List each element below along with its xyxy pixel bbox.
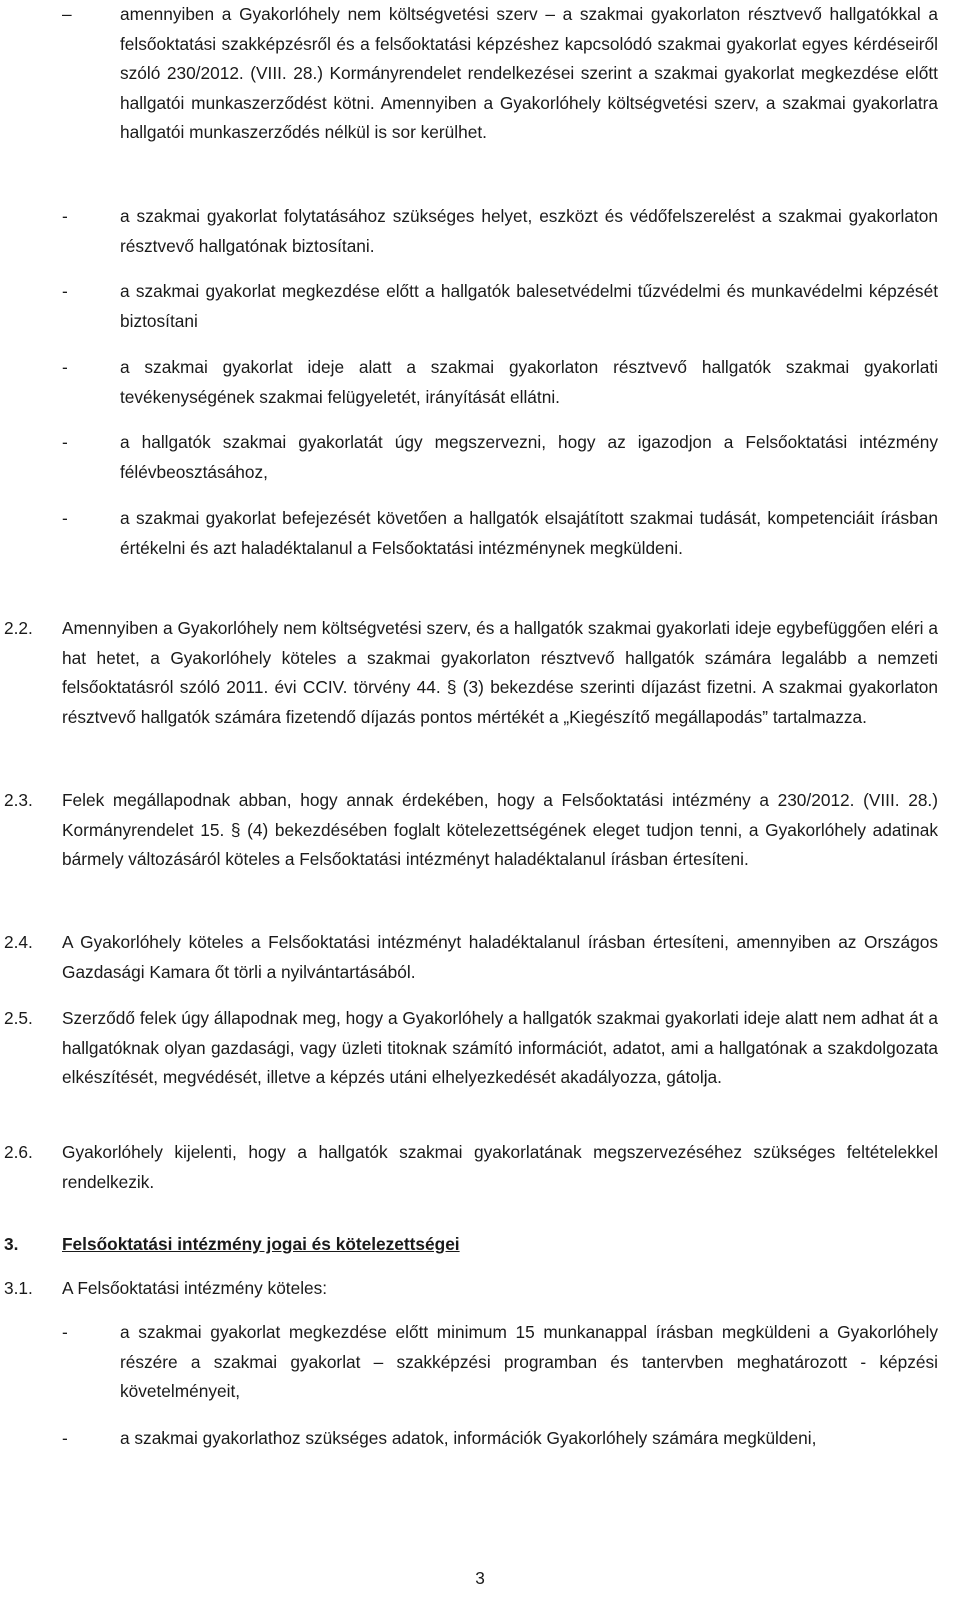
- bullet-marker: -: [62, 206, 68, 226]
- bullet-text: a szakmai gyakorlat megkezdése előtt minimum 15 munkanappal írásban megküldeni a Gyakorlóhely részére a szakmai gyakorlat – szakképzési programban és tantervben meghatározott - képzési követelményeit,: [120, 1322, 938, 1402]
- page-number: 3: [475, 1568, 485, 1588]
- bullet-text: a szakmai gyakorlat megkezdése előtt a hallgatók balesetvédelmi tűzvédelmi és munkavédelmi képzését biztosítani: [120, 281, 938, 331]
- bullet-text: a szakmai gyakorlat ideje alatt a szakmai gyakorlaton résztvevő hallgatók szakmai gyakorlati tevékenységének szakmai felügyeletét, irányítását ellátni.: [120, 357, 938, 407]
- bullet-marker: –: [62, 4, 72, 24]
- bullet-text: amennyiben a Gyakorlóhely nem költségvetési szerv – a szakmai gyakorlaton résztvevő hallgatókkal a felsőoktatási szakképzésről és a felsőoktatási képzéshez kapcsolódó szakmai gyakorlat egyes kérdéseiről szóló 230/2012. (VIII. 28.) Kormányrendelet rendelkezései szerint a szakmai gyakorlat megkezdése előtt hallgatói munkaszerződést kötni. Amennyiben a Gyakorlóhely költségvetési szerv, a szakmai gyakorlatra hallgatói munkaszerződés nélkül is sor kerülhet.: [120, 4, 938, 143]
- section-number: 2.5.: [4, 1008, 33, 1028]
- section-number: 3.1.: [4, 1278, 33, 1298]
- section-number: 2.2.: [4, 618, 33, 638]
- section-text: A Felsőoktatási intézmény köteles:: [62, 1278, 328, 1298]
- bullet-marker: -: [62, 1428, 68, 1448]
- bullet-text: a hallgatók szakmai gyakorlatát úgy megszervezni, hogy az igazodjon a Felsőoktatási intézmény félévbeosztásához,: [120, 432, 938, 482]
- section-number: 2.6.: [4, 1142, 33, 1162]
- bullet-text: a szakmai gyakorlat folytatásához szükséges helyet, eszközt és védőfelszerelést a szakmai gyakorlaton résztvevő hallgatónak biztosítani.: [120, 206, 938, 256]
- bullet-marker: -: [62, 508, 68, 528]
- section-text: A Gyakorlóhely köteles a Felsőoktatási intézményt haladéktalanul írásban értesíteni, amennyiben az Országos Gazdasági Kamara őt törli a nyilvántartásából.: [62, 932, 938, 982]
- bullet-marker: -: [62, 432, 68, 452]
- bullet-text: a szakmai gyakorlathoz szükséges adatok, információk Gyakorlóhely számára megküldeni,: [120, 1428, 817, 1448]
- heading-number: 3.: [4, 1234, 19, 1254]
- section-text: Gyakorlóhely kijelenti, hogy a hallgatók szakmai gyakorlatának megszervezéséhez szükséges feltételekkel rendelkezik.: [62, 1142, 938, 1192]
- section-number: 2.3.: [4, 790, 33, 810]
- section-text: Szerződő felek úgy állapodnak meg, hogy a Gyakorlóhely a hallgatók szakmai gyakorlati ideje alatt nem adhat át a hallgatóknak olyan gazdasági, vagy üzleti titoknak számító információt, adatot, ami a hallgatónak a szakdolgozata elkészítését, megvédését, illetve a képzés utáni elhelyezkedését akadályozza, gátolja.: [62, 1008, 938, 1088]
- section-text: Amennyiben a Gyakorlóhely nem költségvetési szerv, és a hallgatók szakmai gyakorlati ideje egybefüggően eléri a hat hetet, a Gyakorlóhely köteles a szakmai gyakorlaton résztvevő hallgatók számára legalább a nemzeti felsőoktatásról szóló 2011. évi CCIV. törvény 44. § (3) bekezdése szerinti díjazást fizetni. A szakmai gyakorlaton résztvevő hallgatók számára fizetendő díjazás pontos mértékét a „Kiegészítő megállapodás” tartalmazza.: [62, 618, 938, 727]
- bullet-marker: -: [62, 281, 68, 301]
- section-number: 2.4.: [4, 932, 33, 952]
- bullet-text: a szakmai gyakorlat befejezését követően a hallgatók elsajátított szakmai tudását, kompetenciáit írásban értékelni és azt haladéktalanul a Felsőoktatási intézménynek megküldeni.: [120, 508, 938, 558]
- section-text: Felek megállapodnak abban, hogy annak érdekében, hogy a Felsőoktatási intézmény a 230/2012. (VIII. 28.) Kormányrendelet 15. § (4) bekezdésében foglalt kötelezettségének eleget tudjon tenni, a Gyakorlóhely adatinak bármely változásáról köteles a Felsőoktatási intézményt haladéktalanul írásban értesíteni.: [62, 790, 938, 870]
- section-heading: Felsőoktatási intézmény jogai és kötelezettségei: [62, 1234, 460, 1254]
- bullet-marker: -: [62, 357, 68, 377]
- bullet-marker: -: [62, 1322, 68, 1342]
